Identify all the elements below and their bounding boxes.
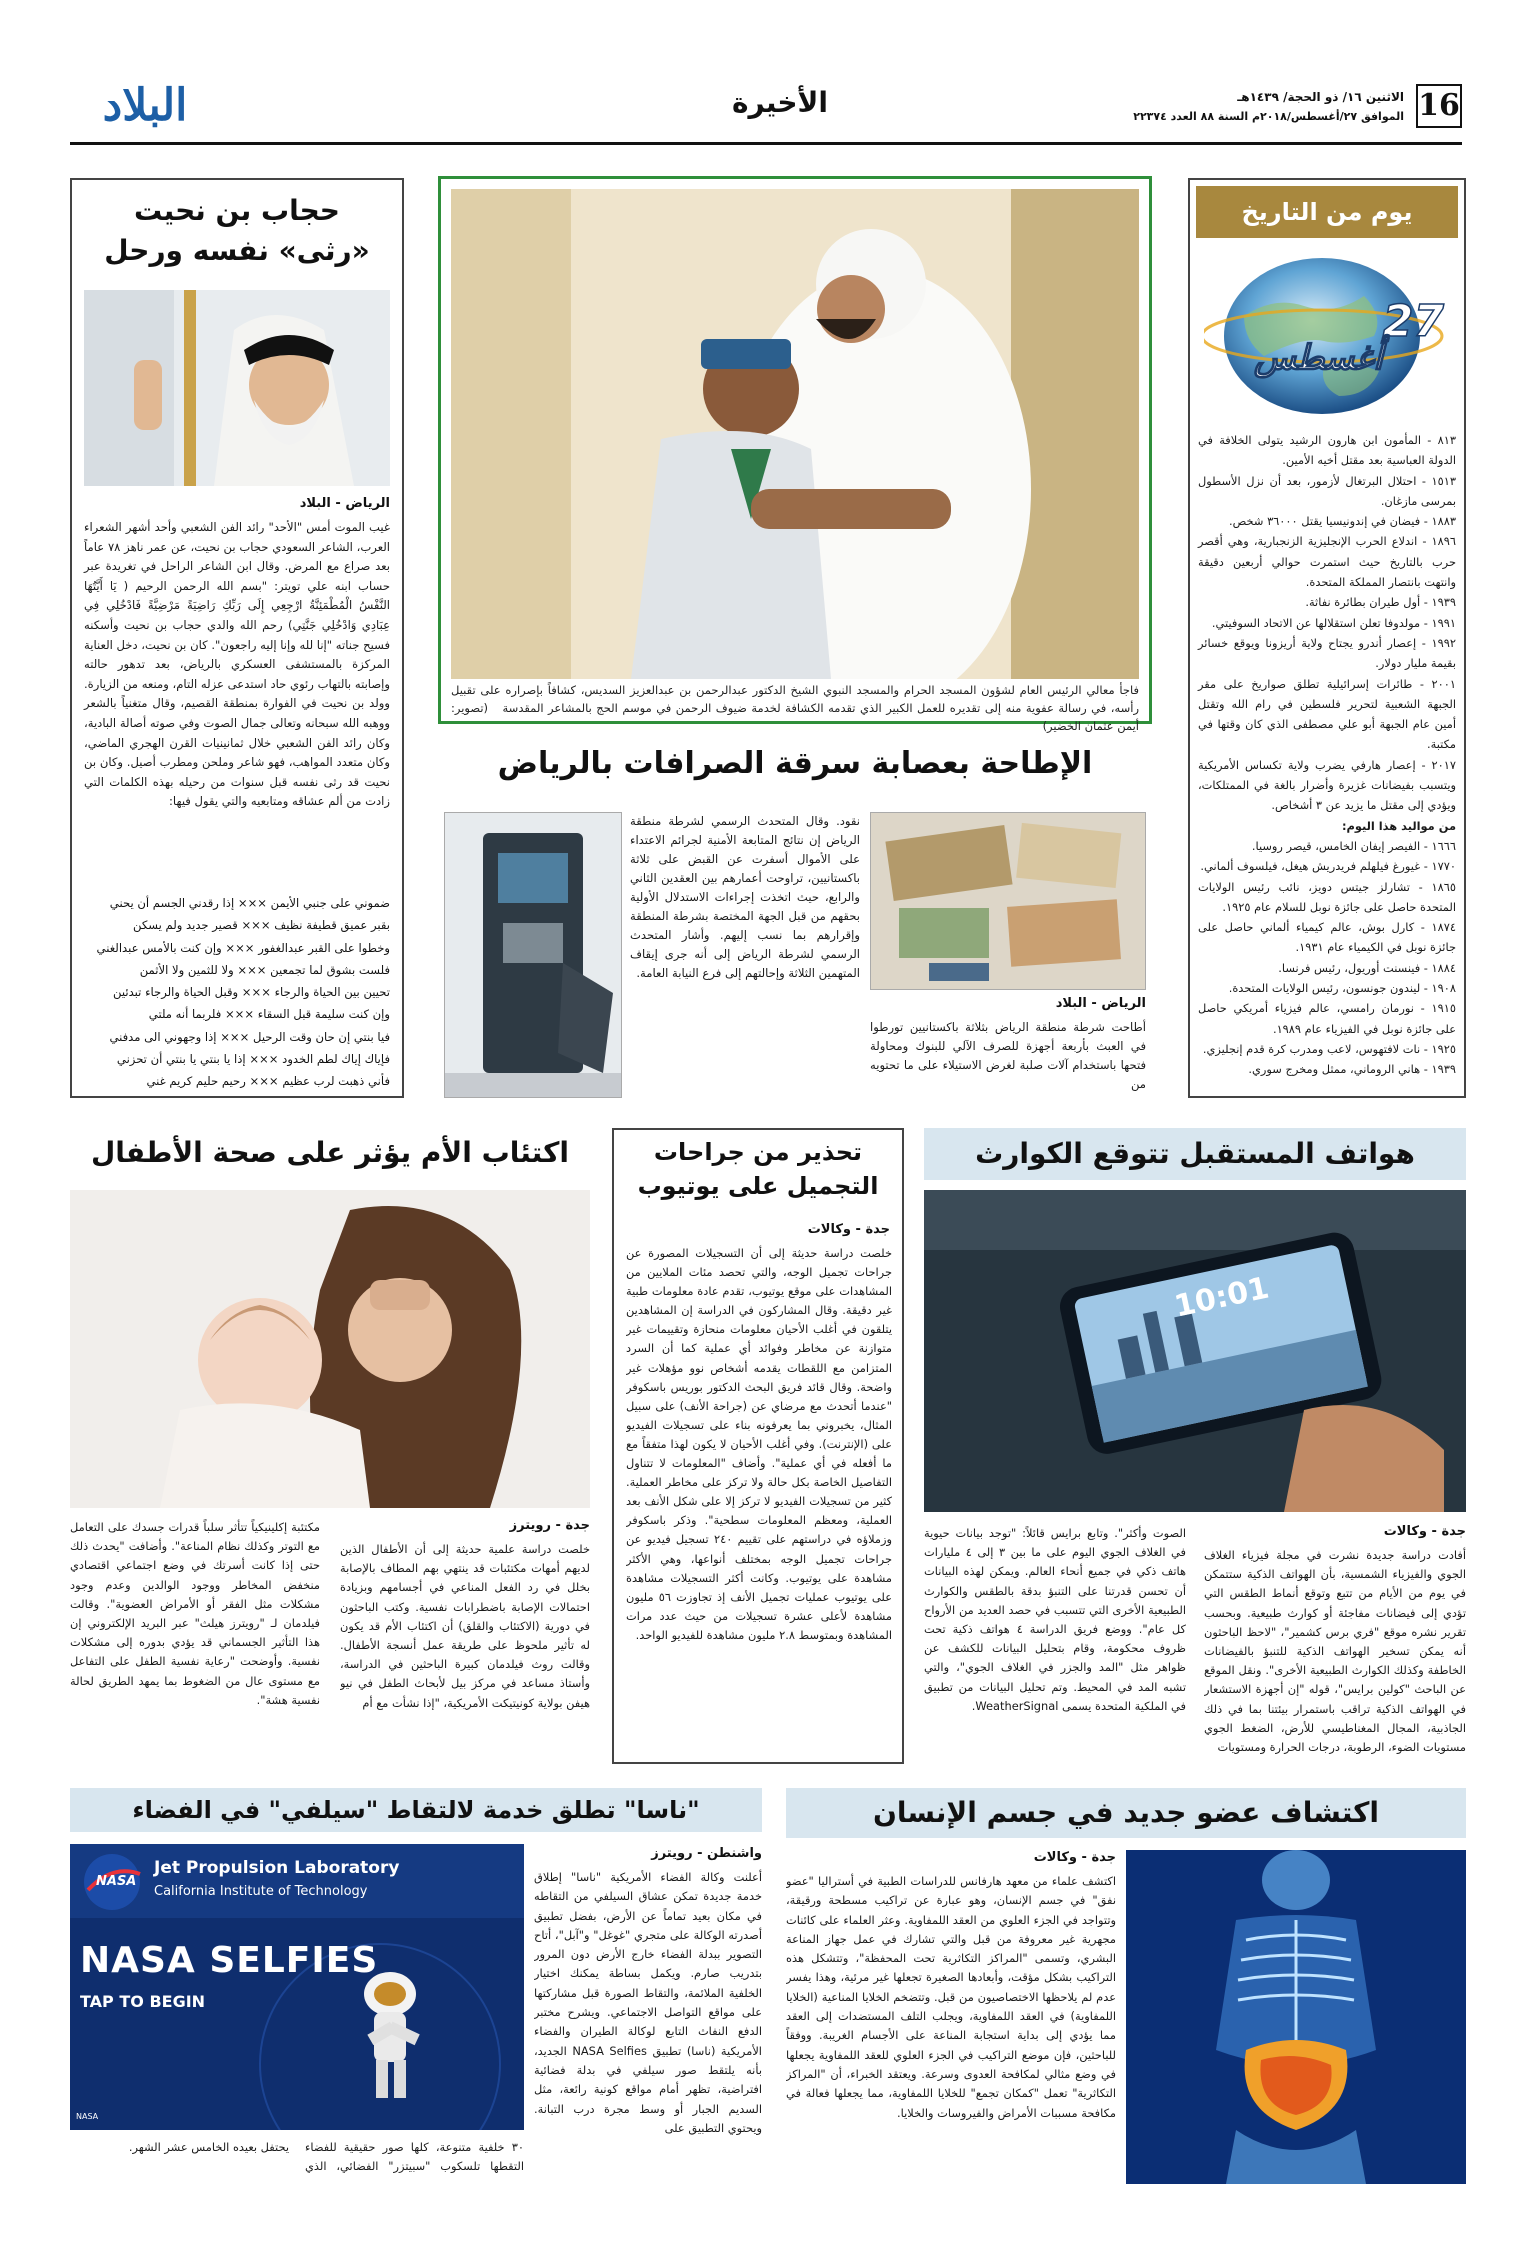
history-box xyxy=(1188,178,1466,1098)
sheikh-kisses-scout-photo-icon xyxy=(451,189,1139,679)
organ-byline: جدة - وكالات xyxy=(1033,1850,1116,1865)
main-photo-caption-text: فاجأ معالي الرئيس العام لشؤون المسجد الحرام والمسجد النبوي الشيخ الدكتور عبدالرحمن بن عبدالعزيز السديس، كشافاً بإصراره على تقبيل رأسه، في رسالة عفوية منه إلى تقديره للعمل الكبير الذي تقدمه الكشافة لخدمة ضيوف الرحمن في موسم الحج بالمشاعر المقدسة xyxy=(451,683,1139,715)
history-entry: ٢٠١٧ - إعصار هارفي يضرب ولاية تكساس الأمريكية ويتسبب بفيضانات غزيرة وأضرار بالغة في الممتلكات، ويؤدي إلى مقتل ما يزيد عن ٣ أشخاص. xyxy=(1198,757,1456,813)
poem-verse: وإن كنت سليمة قبل السقاء ××× فلربما أنه ملتي xyxy=(148,1007,390,1022)
theft-byline: الرياض - البلاد xyxy=(1055,996,1146,1011)
history-entry: ١٩٢٥ - نات لافتهوس، لاعب ومدرب كرة قدم إنجليزي. xyxy=(1202,1041,1456,1056)
phones-text xyxy=(924,1524,1466,1764)
page-header xyxy=(70,80,1462,150)
nasa-small-credit: NASA xyxy=(76,2112,99,2121)
poet-portrait-icon xyxy=(84,290,390,486)
mother-byline: جدة - رويترز xyxy=(509,1518,590,1533)
mother-headline: اكتئاب الأم يؤثر على صحة الأطفال xyxy=(91,1136,569,1169)
nasa-tap-to-begin[interactable]: TAP TO BEGIN xyxy=(80,1992,206,2011)
nasa-byline: واشنطن - رويترز xyxy=(651,1846,762,1861)
date-line: الاثنين ١٦/ ذو الحجة/ ١٤٣٩هـ xyxy=(1237,90,1404,104)
poem-verse: وخطوا على القبر عبدالغفور ××× وإن كنت بالأمس عبدالغني xyxy=(96,940,390,955)
header-rule xyxy=(70,142,1462,145)
history-entry: ١٨٧٤ - كارل بوش، عالم كيمياء ألماني حاصل على جائزة نوبل في الكيمياء عام ١٩٣١. xyxy=(1198,920,1456,955)
cosmetic-body: خلصت دراسة حديثة إلى أن التسجيلات المصورة عن جراحات تجميل الوجه، والتي تحصد مئات الملايين من المشاهدات على موقع يوتيوب، تقدم عادة معلومات طبية غير دقيقة. وقال المشاركون في الدراسة إن المشاهدين يتلقون في أغلب الأحيان معلومات منحازة وتقييمات غير متوازنة عن مخاطر وفوائد أي عملية كما أن السرد المتزامن مع اللقطات يقدمه أشخاص نوو مؤهلات غير واضحة. وقال قائد فريق البحث الدكتور بوريس باسكوفر "عندما أتحدث مع مرضاي عن (جراحة الأنف) على سبيل المثال، يخبروني بما يعرفونه بناء على تسجيلات الفيديو على (الإنترنت). وفي أغلب الأحيان لا يكون لهذا متفقاً مع ما أفعله في أي عملية". وأضاف "المعلومات لا تتناول التفاصيل الخاصة بكل حالة ولا تركز على مخاطر العملية. كثير من تسجيلات الفيديو لا تركز إلا على شكل الأنف بعد العملية، ومعظم المعلومات سطحية". وذكر باسكوفر وزملاؤه في دراستهم على تقييم ٢٤٠ تسجيل فيديو عن جراحات تجميل الوجه بمختلف أنواعها، وهي الأكثر مشاهدة على يوتيوب. وكانت أكثر التسجيلات مشاهدة على يوتيوب عمليات تجميل الأنف إذ تجاوزت ٥٦ مليون مشاهدة لأعلى عشرة تسجيلات من حيث عدد مرات المشاهدة وبمتوسط ٢.٨ مليون مشاهدة للفيديو الواحد. xyxy=(626,1246,892,1642)
history-list xyxy=(1198,430,1456,1080)
obituary-title-2: «رثى» نفسه ورحل xyxy=(104,234,370,267)
nasa-body-bottom: ٣٠ خلفية متنوعة، كلها صور حقيقية للفضاء التقطها تلسكوب "سبيتزر" الفضائي، الذي يحتفل بعيده الخامس عشر الشهر. xyxy=(128,2140,524,2174)
organ-headline: اكتشاف عضو جديد في جسم الإنسان xyxy=(872,1796,1380,1829)
mother-photo xyxy=(70,1190,590,1508)
phones-screen-time: 10:01 xyxy=(1171,1270,1273,1325)
history-entry: ٢٠٠١ - طائرات إسرائيلية تطلق صواريخ على مقر الجبهة الشعبية لتحرير فلسطين في رام الله وتقتل أمين عام الجبهة أبو علي مصطفى الذي كان وقتها في مكتبة. xyxy=(1198,676,1456,752)
theft-body-left: نقود. وقال المتحدث الرسمي لشرطة منطقة الرياض إن نتائج المتابعة الأمنية لجرائم الاعتداء على الأموال أسفرت عن القبض على ثلاثة باكستانيين، تراوحت أعمارهم بين العقدين الثاني والرابع، حيث اتخذت إجراءات الاستدلال الأولية بحقهم من قبل الجهة المختصة بشرطة المنطقة وإقرارهم بما نسب إليهم. وأشار المتحدث الرسمي لشرطة الرياض إلى أنه جرى إيقاف المتهمين الثلاثة وإحالتهم إلى فرع النيابة العامة. xyxy=(630,814,860,980)
mother-body-right: خلصت دراسة علمية حديثة إلى أن الأطفال الذين لديهم أمهات مكتئبات قد ينتهي بهم المطاف بالإصابة بخلل في رد الفعل المناعي في أجسامهم وبزيادة احتمالات الإصابة باضطرابات نفسية. وكتب الباحثون في دورية (الاكتئاب والقلق) أن اكتئاب الأم قد يكون له تأثير ملحوظ على طريقة عمل أنسجة الأطفال. وقالت روث فيلدمان كبيرة الباحثين في الدراسة، وأستاذ مساعد في مركز بيل لأبحاث الطفل في نيو هيفن بولاية كونيتيكت الأمريكية، "إذا نشأت مع أم xyxy=(340,1542,590,1710)
poem-verse: ضموني على جنبي الأيمن ××× إذا رقدني الجسم أن يحني xyxy=(109,896,390,910)
history-entry: من مواليد هذا اليوم: xyxy=(1341,818,1456,833)
main-photo xyxy=(451,189,1139,679)
history-badge-number: 27 xyxy=(1382,296,1444,347)
history-entry: ١٧٧٠ - غيورغ فيلهلم فريدريش هيغل، فيلسوف ألماني. xyxy=(1200,859,1456,874)
page-number: 16 xyxy=(1416,84,1462,128)
history-entry: ١٩٠٨ - ليندون جونسون، رئيس الولايات المتحدة. xyxy=(1228,981,1456,996)
human-anatomy-xray-icon xyxy=(1126,1850,1466,2184)
phones-body-right: أفادت دراسة جديدة نشرت في مجلة فيزياء الغلاف الجوي والفيزياء الشمسية، بأن الهواتف الذكية ستتمكن في يوم من الأيام من تتبع وتوقع أنماط الطقس التي تؤدي إلى فيضانات مفاجئة أو كوارث طبيعية. وبحسب تقرير نشره موقع "فري برس كشمير"، "لاحظ الباحثون أنه يمكن تسخير الهواتف الذكية للتنبؤ بالفيضانات الخاطفة وكذلك الكوارث الطبيعية الأخرى". ونقل الموقع عن الباحث "كولين برايس"، قوله "إن أجهزة الاستشعار في الهواتف الذكية تراقب باستمرار بيئتنا بما في ذلك الجاذبية، المجال المغناطيسي للأرض، الضغط الجوي مستويات الضوء، الرطوبة، درجات الحرارة ومستويات xyxy=(1204,1548,1466,1755)
organ-headline-bar xyxy=(786,1788,1466,1838)
theft-article xyxy=(438,746,1152,1098)
history-title: يوم من التاريخ xyxy=(1196,186,1458,238)
phones-body-left: الصوت وأكثر". وتابع برايس قائلاً: "توجد بيانات حيوية في الغلاف الجوي اليوم على ما بين ٣ إلى ٤ مليارات هاتف ذكي في جميع أنحاء العالم. ويمكن لهذه البيانات أن تحسن قدرتنا على التنبؤ بدقة بالطقس والكوارث الطبيعية الأخرى التي تتسبب في حصد العديد من الأرواح كل عام". ووضع فريق الدراسة ٤ هواتف ذكية تحت ظروف محكومة، وقام بتحليل البيانات للكشف عن ظواهر مثل "المد والجزر في الغلاف الجوي"، والتي تشبه المد في المحيط. وتم تحليل البيانات من تطبيق في الملكية المتحدة يسمى WeatherSignal. xyxy=(924,1526,1186,1713)
main-photo-caption xyxy=(451,681,1139,735)
organ-text xyxy=(786,1850,1116,2190)
mother-text xyxy=(70,1518,590,1764)
cosmetic-headline-1: تحذير من جراحات xyxy=(653,1138,863,1166)
nasa-headline-bar xyxy=(70,1788,762,1832)
history-entry: ١٦٦٦ - الفيصر إيفان الخامس، قيصر روسيا. xyxy=(1251,838,1456,853)
obituary-byline: الرياض - البلاد xyxy=(299,496,390,511)
depressed-mother-and-baby-icon xyxy=(70,1190,590,1508)
obituary-title-1: حجاب بن نحيت xyxy=(134,194,340,227)
history-entry: ١٩١٥ - نورمان رامسي، عالم فيزياء أمريكي حاصل على جائزة نوبل في الفيزياء عام ١٩٨٩. xyxy=(1198,1001,1456,1036)
history-entry: ١٩٩٢ - إعصار أندرو يجتاح ولاية أريزونا ويوقع خسائر بقيمة مليار دولار. xyxy=(1198,635,1456,671)
smartphone-in-hand-icon xyxy=(924,1190,1466,1512)
history-entry: ١٨٨٣ - فيضان في إندونيسيا يقتل ٣٦٠٠٠ شخص. xyxy=(1228,514,1456,529)
issue-line: الموافق ٢٧/أغسطس/٢٠١٨م السنة ٨٨ العدد ٢٢٣٧٤ xyxy=(1133,110,1404,123)
history-entry: ١٩٣٩ - هاني الروماني، ممثل ومخرج سوري. xyxy=(1248,1062,1456,1077)
mother-body-left: مكتئبة إكلينيكياً تتأثر سلباً قدرات جسدك على التعامل مع التوتر وكذلك نظام المناعة". وأضافت "يحدث ذلك حتى إذا كانت أسرتك في وضع اجتماعي اقتصادي منخفض المخاطر ووجود الوالدين وعدم وجود مشكلات مثل الفقر أو الأمراض العضوية". وقالت فيلدمان لـ "رويترز هيلث" عبر البريد الإلكتروني إن هذا التأثير الجسماني قد يؤدي بدوره إلى مشكلات نفسية. وأوضحت "رعاية نفسية الطفل على التفاعل مع مستوى عال من الضغوط بما يمهد الطريق لحالة نفسية هشة". xyxy=(70,1520,320,1707)
nasa-headline: "ناسا" تطلق خدمة لالتقاط "سيلفي" في الفضاء xyxy=(132,1796,700,1824)
nasa-app-title: NASA SELFIES xyxy=(80,1940,379,1981)
history-entry: ١٩٣٩ - أول طيران بطائرة نفاثة. xyxy=(1305,595,1456,610)
phones-headline: هواتف المستقبل تتوقع الكوارث xyxy=(975,1137,1415,1170)
organ-photo xyxy=(1126,1850,1466,2184)
phones-photo xyxy=(924,1190,1466,1512)
nasa-institute-name: California Institute of Technology xyxy=(154,1884,368,1899)
theft-body-right: أطاحت شرطة منطقة الرياض بثلاثة باكستانيين تورطوا في العبث بأربعة أجهزة للصرف الآلي للبنوك ومحاولة فتحها باستخدام آلات صلبة لغرض الاستيلاء على ما تحتويه من xyxy=(870,1020,1146,1091)
poem-verse: فيا بنتي إن حان وقت الرحيل ××× إذا وجهوني الى مدفني xyxy=(109,1029,390,1044)
main-photo-frame xyxy=(438,176,1152,733)
main-photo-credit: (تصوير: أيمن عثمان الخضير) xyxy=(451,701,1139,733)
newspaper-logo: البلاد xyxy=(102,80,188,131)
obituary-body: غيب الموت أمس "الأحد" رائد الفن الشعبي وأحد أشهر الشعراء العرب، الشاعر السعودي حجاب بن نحيت، عن عمر ناهز ٧٨ عاماً بعد صراع مع المرض. وقال ابن الشاعر الراحل في تغريدة عبر حساب ابنه علي تويتر: "بسم الله الرحمن الرحيم ( يَا أَيَّتُهَا النَّفْسُ الْمُطْمَئِنَّةُ ارْجِعِي إِلَى رَبِّكِ رَاضِيَةً مَرْضِيَّةً فَادْخُلِي فِي عِبَادِي وَادْخُلِي جَنَّتِي) رحم الله والدي حجاب بن نحيت وأسكنه فسيح جناته "إنا لله وإنا إليه راجعون". كان بن نحيت، دخل العناية المركزة بالمستشفى العسكري بالرياض، بعد تدهور حالته وإصابته بالتهاب رئوي حاد استدعى عزله التام، ومنعه من الزيارة. وولد بن نحيت في الفوارة بمنطقة القصيم، وقال متغنياً بالشعر ووهبه الله سبحانه وتعالى جمال الصوت وفي صوته أصالة البادية، وكان رائد الفن الشعبي خلال ثمانينيات القرن الهجري الماضي، وكان متعدد المواهب، فهو شاعر وملحن ومطرب أصيل. وكان بن نحيت قد رثى نفسه قبل سنوات من رحيله بهذه الكلمات التي زادت من ألم عشاقه ومتابعيه والتي يقول فيها: xyxy=(84,520,390,809)
history-badge-month: أغسطس xyxy=(1254,338,1383,378)
organ-body: اكتشف علماء من معهد هارفانس للدراسات الطبية في أستراليا "عضو نفق" في جسم الإنسان، وهو عبارة عن تراكيب مسطحة ورقيقة، وتتواجد في الجزء العلوي من العقد اللمفاوية. وعثر العلماء على كائنات مجهرية غير معروفة من قبل والتي تشارك في عمل جهاز المناعة البشري، وتسمى "المراكز التكاثرية تحت المحفظة"، وتتشكل هذه التراكيب بشكل مؤقت، وأبعادها الصغيرة تجعلها غير مرئية، وهذا يفسر عدم لم يلاحظها الاختصاصيون من قبل. وتتضخم الخلايا المناعية (الخلايا اللمفاوية) في العقد اللمفاوية، ويجلب التلف المستضدات إلى العقد مما يؤدي إلى بداية استجابة المناعة على الأجسام الغريبة. ووفقاً للباحثين، فإن موضع التراكيب في الجزء العلوي للعقد اللمفاوية يجعلها في وضع مثالي لمكافحة العدوى وسرعة. ويعتقد الخبراء، أن "المراكز التكاثرية" تعمل "كمكان تجمع" للخلايا اللمفاوية، مما يجعلها فعالة في مكافحة مسببات الأمراض والفيروسات والخلايا. xyxy=(786,1874,1116,2120)
atm-machine-icon xyxy=(444,813,621,1098)
history-entry: ١٨٨٤ - فينسنت أوريول، رئيس فرنسا. xyxy=(1278,960,1456,975)
history-entry: ١٨٩٦ - اندلاع الحرب الإنجليزية الزنجبارية، وهي أقصر حرب بالتاريخ حيث استمرت حوالي أربعين دقيقة وانتهت بانتصار المملكة المتحدة. xyxy=(1198,534,1456,590)
poem-verse: فأني ذهبت لرب عظيم ××× رحيم حليم كريم غني xyxy=(146,1074,390,1089)
history-entry: ٨١٣ - المأمون ابن هارون الرشيد يتولى الخلافة في الدولة العباسية بعد مقتل أخيه الأمين. xyxy=(1198,433,1456,468)
nasa-body-side: أعلنت وكالة الفضاء الأمريكية "ناسا" إطلاق خدمة جديدة تمكن عشاق السيلفي من التقاطه في مكان بعيد تماماً عن الأرض، بفضل تطبيق أصدرته الوكالة على متجري "غوغل" و"آبل"، أتاح التصوير ببدلة الفضاء خارج الأرض دون المرور بتدريب صارم. ويكمل بساطة يمكنك اختيار الخلفية الملائمة، والتقاط الصورة قبل مشاركتها على مواقع التواصل الاجتماعي. ويشرح مختبر الدفع النفاث التابع لوكالة الطيران والفضاء الأمريكية (ناسا) تطبيق NASA Selfies الجديد، بأنه يلتقط صور سيلفي في بدلة فضائية افتراضية، تظهر أمام مواقع كونية رائعة، مثل السديم الجبار أو وسط مجرة درب التبانة. ويحتوي التطبيق على xyxy=(534,1870,762,2135)
cosmetic-box xyxy=(612,1128,904,1764)
obituary-box xyxy=(70,178,404,1098)
history-entry: ١٥١٣ - احتلال البرتغال لأزمور، بعد أن نزل الأسطول بمرسى مازغان. xyxy=(1198,473,1456,508)
phones-headline-bar xyxy=(924,1128,1466,1180)
poem-verse: فإياك إياك لطم الخدود ××× إذا يا بنتي يا بنتي أن تحزني xyxy=(116,1052,390,1067)
nasa-app-screenshot xyxy=(70,1844,524,2130)
theft-headline: الإطاحة بعصابة سرقة الصرافات بالرياض xyxy=(497,746,1093,781)
theft-atm-photo xyxy=(444,812,622,1098)
poem-verse: تحيين بين الحياة والرجاء ××× وقبل الحياة والرجاء تبدئين xyxy=(113,985,390,1000)
phones-byline: جدة - وكالات xyxy=(1383,1524,1466,1539)
nasa-logo-text: NASA xyxy=(96,1874,137,1889)
cosmetic-headline-2: التجميل على يوتيوب xyxy=(637,1172,879,1200)
nasa-lab-name: Jet Propulsion Laboratory xyxy=(154,1858,400,1878)
obituary-photo xyxy=(84,290,390,486)
poem-verse: فلست بشوق لما تجمعين ××× ولا للثمين ولا الأثمن xyxy=(139,962,390,977)
poem-verse: بقبر عميق قطيفة نظيف ××× قصير جديد ولم يسكن xyxy=(133,918,390,933)
history-entry: ١٨٦٥ - تشارلز جيتس دويز، نائب رئيس الولايات المتحدة حاصل على جائزة نوبل للسلام عام ١٩٢٥. xyxy=(1198,879,1456,914)
cosmetic-byline: جدة - وكالات xyxy=(807,1222,890,1237)
theft-body-wrap xyxy=(630,812,1146,1098)
section-title: الأخيرة xyxy=(731,86,828,119)
history-globe xyxy=(1204,246,1452,418)
history-entry: ١٩٩١ - مولدوفا تعلن استقلالها عن الاتحاد السوفيتي. xyxy=(1211,615,1456,630)
obituary-poem xyxy=(84,892,390,1093)
